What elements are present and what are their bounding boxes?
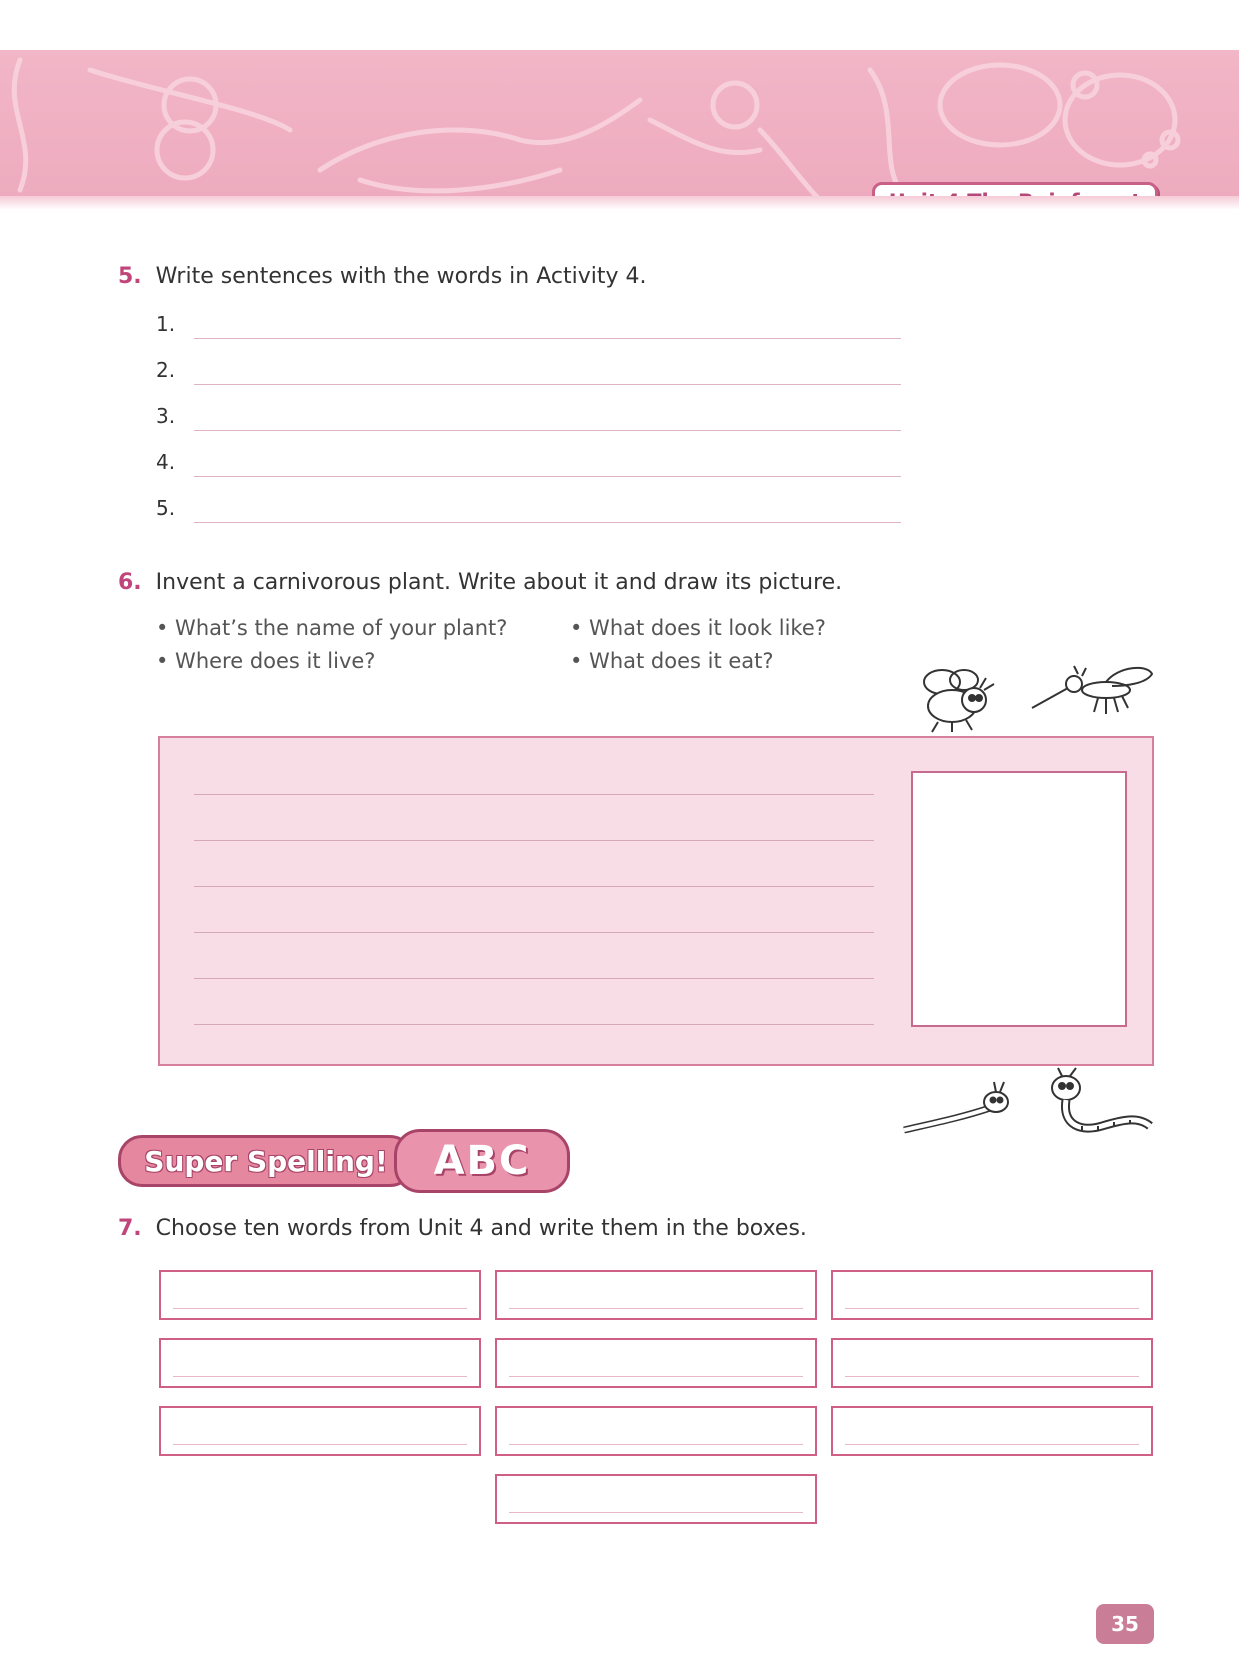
write-line[interactable] bbox=[194, 1024, 874, 1025]
question-6-title bbox=[118, 570, 842, 595]
question-5-number: 5. bbox=[118, 264, 142, 289]
header-banner bbox=[0, 50, 1239, 210]
write-line bbox=[509, 1512, 803, 1513]
mosquito-icon bbox=[1028, 660, 1158, 724]
write-line bbox=[509, 1376, 803, 1377]
write-line[interactable] bbox=[194, 430, 901, 431]
fly-icon bbox=[912, 660, 1002, 736]
prompt-plant-name: • What’s the name of your plant? bbox=[156, 616, 508, 640]
answer-line-number: 5. bbox=[156, 496, 176, 520]
page-number: 35 bbox=[1096, 1604, 1154, 1644]
question-6-number: 6. bbox=[118, 570, 142, 595]
banner-edge bbox=[0, 196, 1239, 210]
write-line[interactable] bbox=[194, 978, 874, 979]
answer-line-number: 3. bbox=[156, 404, 176, 428]
word-box-4[interactable] bbox=[159, 1338, 481, 1388]
answer-line-1[interactable] bbox=[156, 312, 901, 342]
question-7-number: 7. bbox=[118, 1216, 142, 1241]
answer-line-number: 1. bbox=[156, 312, 176, 336]
word-box-6[interactable] bbox=[831, 1338, 1153, 1388]
question-6-instruction: Invent a carnivorous plant. Write about it and draw its picture. bbox=[155, 570, 843, 595]
write-line bbox=[509, 1444, 803, 1445]
write-line bbox=[173, 1308, 467, 1309]
word-box-9[interactable] bbox=[831, 1406, 1153, 1456]
super-spelling-badge bbox=[118, 1127, 568, 1191]
answer-line-2[interactable] bbox=[156, 358, 901, 388]
word-box-7[interactable] bbox=[159, 1406, 481, 1456]
word-box-3[interactable] bbox=[831, 1270, 1153, 1320]
write-line bbox=[173, 1444, 467, 1445]
write-line bbox=[845, 1444, 1139, 1445]
word-box-8[interactable] bbox=[495, 1406, 817, 1456]
prompt-plant-habitat: • Where does it live? bbox=[156, 649, 376, 673]
write-line[interactable] bbox=[194, 476, 901, 477]
question-7-title bbox=[118, 1216, 807, 1241]
super-spelling-label: Super Spelling! bbox=[118, 1135, 414, 1187]
answer-line-number: 2. bbox=[156, 358, 176, 382]
write-line bbox=[845, 1376, 1139, 1377]
question-5-instruction: Write sentences with the words in Activity 4. bbox=[155, 264, 647, 289]
write-line bbox=[509, 1308, 803, 1309]
write-line[interactable] bbox=[194, 338, 901, 339]
write-line[interactable] bbox=[194, 384, 901, 385]
write-line bbox=[845, 1308, 1139, 1309]
question-5-title bbox=[118, 264, 646, 289]
prompt-plant-food: • What does it eat? bbox=[570, 649, 774, 673]
plant-description-panel bbox=[158, 736, 1154, 1066]
abc-bubble-letters: ABC bbox=[394, 1129, 570, 1193]
answer-line-4[interactable] bbox=[156, 450, 901, 480]
answer-line-5[interactable] bbox=[156, 496, 901, 526]
answer-line-number: 4. bbox=[156, 450, 176, 474]
worm-icon bbox=[900, 1074, 1018, 1140]
word-box-1[interactable] bbox=[159, 1270, 481, 1320]
drawing-box[interactable] bbox=[911, 771, 1127, 1027]
question-7-instruction: Choose ten words from Unit 4 and write them in the boxes. bbox=[155, 1216, 807, 1241]
word-box-5[interactable] bbox=[495, 1338, 817, 1388]
prompt-plant-look: • What does it look like? bbox=[570, 616, 826, 640]
write-line[interactable] bbox=[194, 522, 901, 523]
write-line[interactable] bbox=[194, 886, 874, 887]
write-line bbox=[173, 1376, 467, 1377]
write-line[interactable] bbox=[194, 794, 874, 795]
word-box-2[interactable] bbox=[495, 1270, 817, 1320]
word-box-10[interactable] bbox=[495, 1474, 817, 1524]
write-line[interactable] bbox=[194, 932, 874, 933]
answer-line-3[interactable] bbox=[156, 404, 901, 434]
write-line[interactable] bbox=[194, 840, 874, 841]
caterpillar-icon bbox=[1042, 1066, 1160, 1140]
